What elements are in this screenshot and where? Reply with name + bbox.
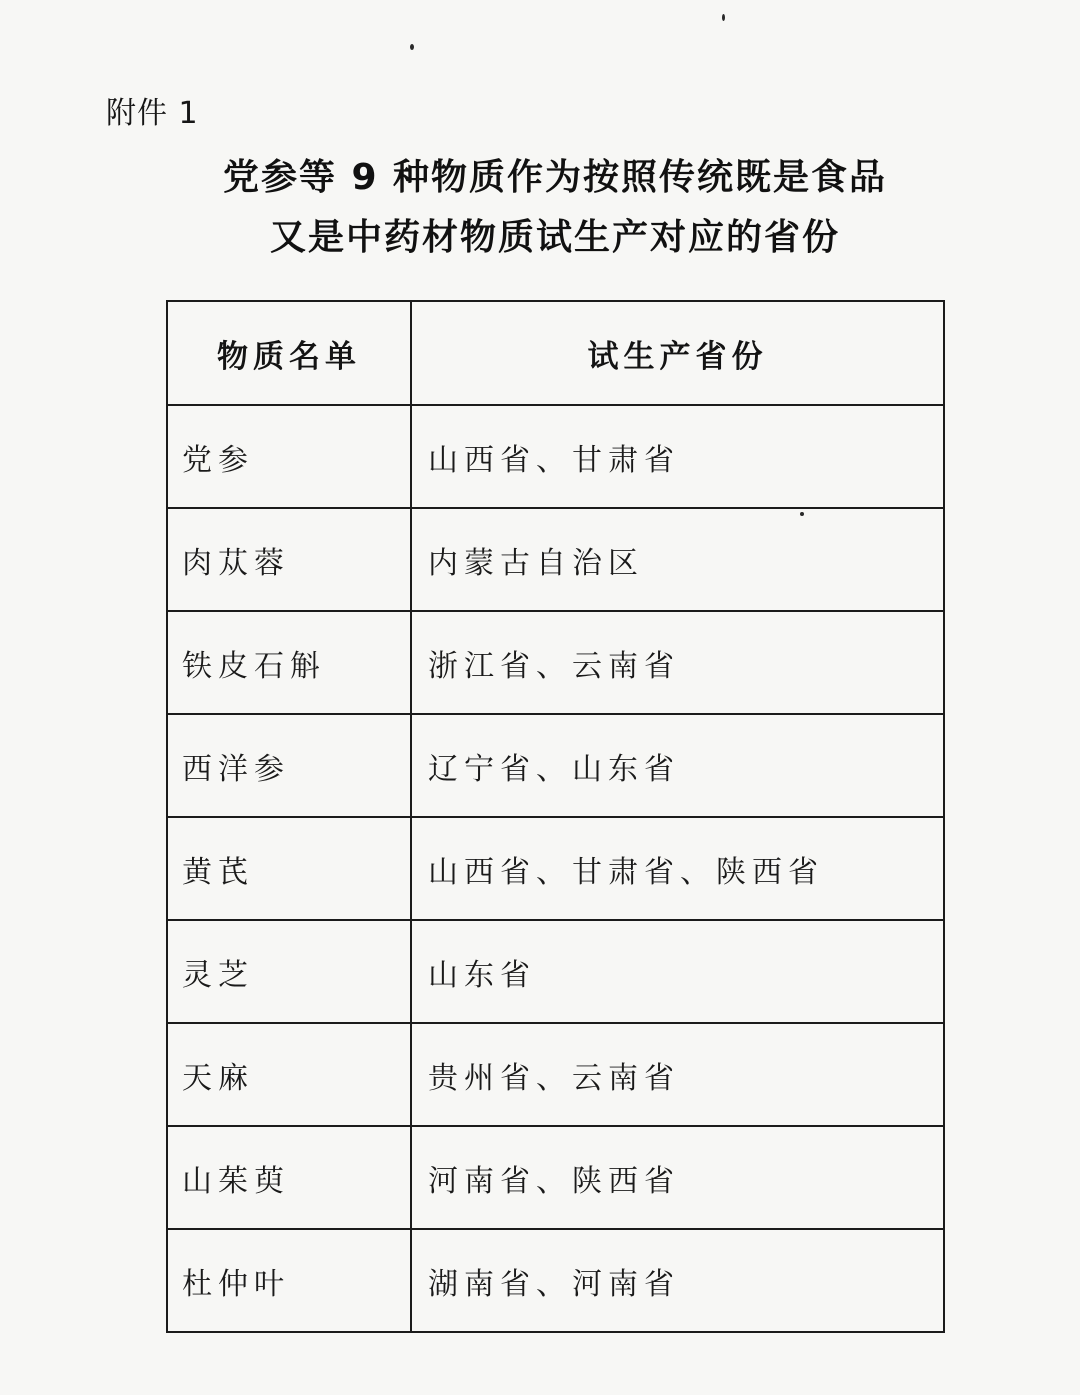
substance-name: 山茱萸 [167,1126,411,1229]
document-title-line-2: 又是中药材物质试生产对应的省份 [269,217,840,258]
table-row [167,1126,944,1229]
table-row [167,405,944,508]
trial-province: 辽宁省、山东省 [411,714,944,817]
trial-province: 河南省、陕西省 [411,1126,944,1229]
trial-province: 山东省 [411,920,944,1023]
substance-name: 灵芝 [167,920,411,1023]
substance-name: 天麻 [167,1023,411,1126]
table-row [167,714,944,817]
trial-province: 内蒙古自治区 [411,508,944,611]
table-row [167,817,944,920]
table-row [167,920,944,1023]
substance-name: 党参 [167,405,411,508]
substance-name: 黄芪 [167,817,411,920]
table-row [167,611,944,714]
scan-speck [410,44,414,50]
trial-province: 湖南省、河南省 [411,1229,944,1332]
substance-name: 西洋参 [167,714,411,817]
scan-speck [722,14,725,21]
document-title-line-1: 党参等 9 种物质作为按照传统既是食品 [222,157,888,198]
substance-name: 肉苁蓉 [167,508,411,611]
table-row [167,1023,944,1126]
substance-province-table [166,300,945,1333]
trial-province: 浙江省、云南省 [411,611,944,714]
table-row [167,1229,944,1332]
column-header-substance: 物质名单 [167,301,411,405]
attachment-label: 附件 1 [106,96,199,131]
substance-name: 杜仲叶 [167,1229,411,1332]
table-header-row [167,301,944,405]
substance-name: 铁皮石斛 [167,611,411,714]
trial-province: 贵州省、云南省 [411,1023,944,1126]
table-row [167,508,944,611]
trial-province: 山西省、甘肃省 [411,405,944,508]
column-header-province: 试生产省份 [411,301,944,405]
trial-province: 山西省、甘肃省、陕西省 [411,817,944,920]
